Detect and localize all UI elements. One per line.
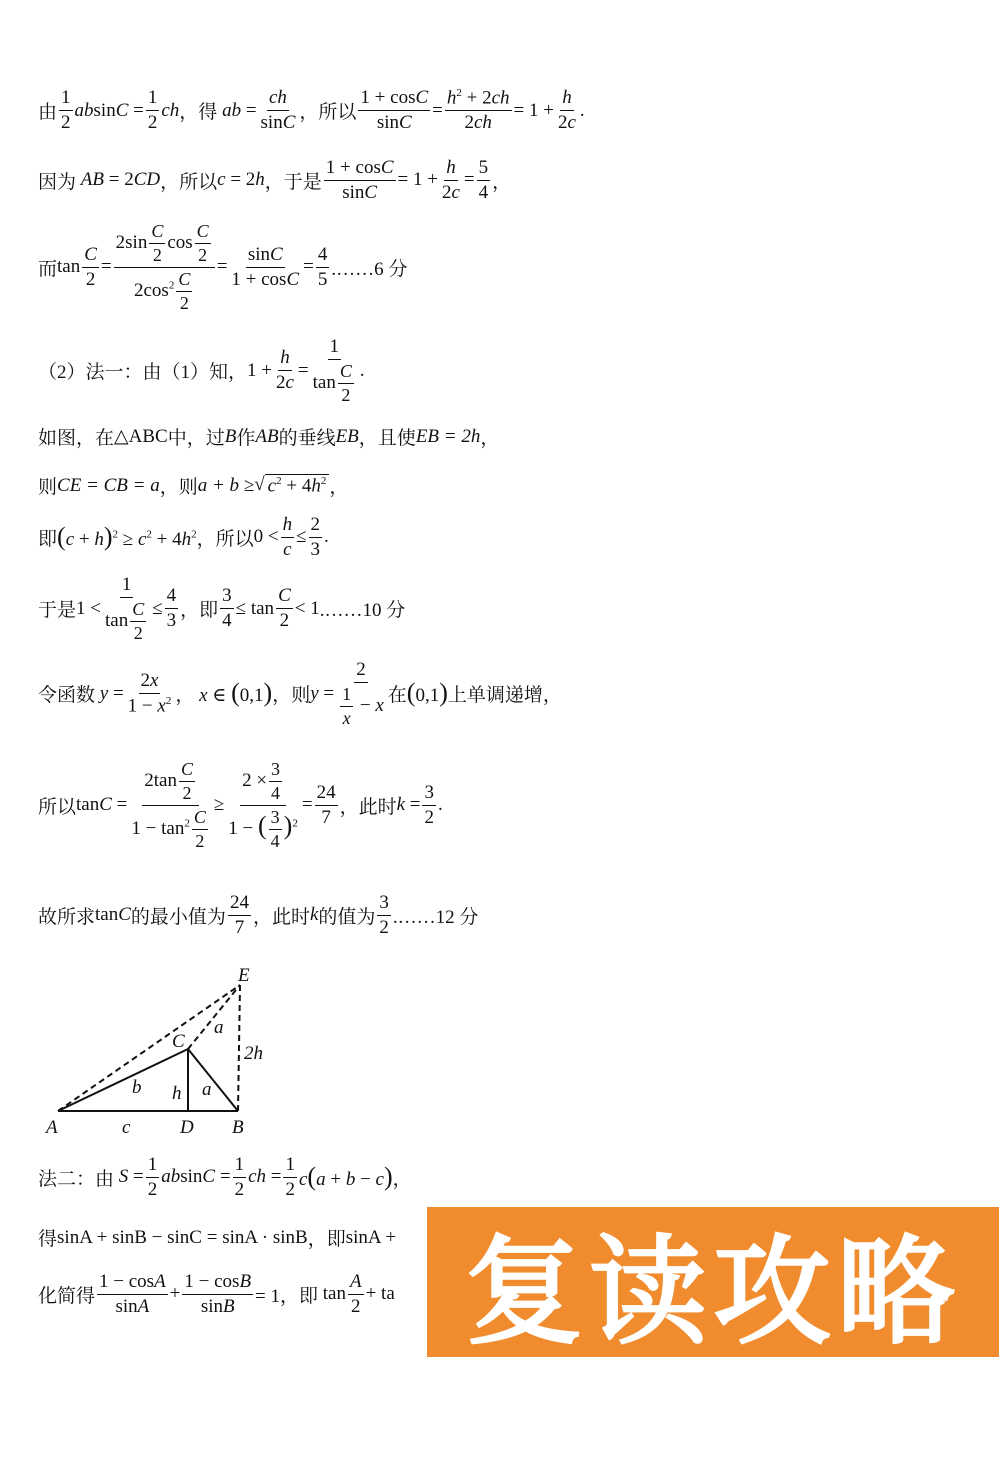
expr: B (224, 425, 237, 447)
text: ，即 (307, 1229, 346, 1250)
text: ，此时 (339, 796, 397, 818)
expr: ≤ (296, 526, 307, 548)
frac: 2 × $\frac{3}{4}$ 1 − ( $\frac{3}{4}$ )$^2$ (228, 759, 298, 851)
expr: c(a + b − c)， (298, 1161, 412, 1191)
frac: $\frac{C}{2}$ (278, 585, 291, 632)
score-text: .……10 分 (319, 600, 406, 622)
label-h: h (172, 1083, 182, 1104)
frac: $\frac{C}{2}$ (84, 243, 97, 290)
frac: $\frac{1 + \cos C}{\sin C}$ (325, 157, 394, 203)
watermark-banner (427, 1207, 999, 1361)
text: ，此时 (252, 906, 310, 928)
frac: $\frac{\sin C}{1 + \cos C}$ (231, 243, 300, 290)
text: ，所以 (299, 102, 357, 124)
text: 令函数 (38, 685, 96, 707)
eq-line-5 (38, 423, 499, 450)
text: 所以 (38, 796, 77, 818)
expr: EB = 2h (415, 425, 481, 447)
text: 化简得 (38, 1285, 96, 1307)
segment-eb-dashed (238, 985, 240, 1111)
frac: $\frac{h}{2c}$ (441, 157, 460, 203)
label-b-vertex: B (232, 1117, 244, 1138)
frac: $\frac{A}{2}$ (349, 1271, 362, 1317)
expr: ch = (248, 1166, 282, 1188)
eq-line-9 (38, 660, 562, 728)
expr: absinC = (161, 1166, 231, 1188)
eq-line-8 (38, 575, 405, 643)
frac: $\frac{1 - \cos B}{\sin B}$ (184, 1271, 252, 1317)
frac: 2sin $\frac{C}{2}$ cos $\frac{C}{2}$ $2\cos^2$ $\frac{C}{2}$ (114, 222, 215, 313)
expr: AB (255, 425, 279, 447)
frac: $\frac{h}{2c}$ (275, 347, 294, 394)
text: 于是 (38, 600, 77, 622)
segment-cb (188, 1049, 238, 1111)
expr: . (324, 526, 329, 548)
expr: ≤ tan (235, 597, 275, 619)
expr: k = (396, 794, 421, 816)
eq-line-12 (38, 1155, 412, 1200)
text: 的垂线 (278, 428, 336, 449)
text: 由 (38, 102, 58, 124)
expr: EB (335, 425, 359, 447)
frac: $\frac{2}{3}$ (310, 514, 321, 560)
text: 的最小值为 (130, 906, 226, 928)
expr: = (297, 359, 309, 381)
expr: + (169, 1283, 181, 1305)
segment-ae-dashed (58, 985, 240, 1111)
expr: c = 2h (217, 169, 265, 191)
text: ，于是 (264, 171, 322, 193)
text: ，且使 (358, 428, 416, 449)
frac: $\frac{24}{7}$ (316, 781, 336, 828)
frac: $\frac{1}{2}$ (234, 1154, 245, 1200)
text: 的值为 (318, 906, 376, 928)
frac: $\frac{2x}{1 - x^2}$ (127, 670, 172, 717)
text: ，即 (180, 600, 219, 622)
frac: $\frac{ch}{\sin C}$ (260, 87, 296, 134)
expr: $(c + h)^2 \ge c^2 + 4h^2$ (57, 521, 197, 551)
label-a: A (46, 1117, 58, 1138)
expr: = (463, 169, 475, 191)
text: 而 (38, 258, 58, 280)
text: ， (492, 171, 512, 193)
expr: ≥ (213, 794, 225, 816)
frac: $\frac{1}{2}$ (147, 1154, 158, 1200)
frac: $\frac{h}{2c}$ (557, 87, 576, 134)
expr: = (100, 256, 112, 278)
eq-line-13 (38, 1224, 396, 1251)
eq-line-10 (38, 760, 443, 851)
frac: 2tan $\frac{C}{2}$ $1 - \tan^2$ $\frac{C}{2}$ (131, 759, 206, 851)
eq-line-6 (38, 472, 348, 499)
frac: $\frac{24}{7}$ (229, 892, 249, 938)
frac: 1 tan $\frac{C}{2}$ (104, 574, 145, 643)
frac: $\frac{1}{2}$ (147, 87, 158, 134)
expr: = (303, 256, 314, 278)
text: 因为 (38, 171, 77, 193)
expr: △ABC (114, 426, 168, 447)
text: 故所求 (38, 906, 96, 928)
text: ， (329, 477, 349, 498)
text: = 1，即 (255, 1285, 319, 1307)
frac: 2 $\frac{1}{x}$ − x (342, 659, 384, 728)
text: 上单调递增， (447, 685, 562, 707)
score-text: .……6 分 (331, 258, 408, 280)
expr: y = (310, 682, 335, 704)
text: 作 (236, 428, 256, 449)
text: ，所以 (196, 528, 254, 550)
expr: (0,1) (406, 678, 448, 708)
label-2h: 2h (244, 1043, 263, 1064)
text: . (579, 99, 585, 121)
label-a-ce: a (214, 1017, 224, 1038)
expr: < 1 (294, 597, 320, 619)
expr: CE = CB = a (57, 474, 160, 496)
frac: $\frac{3}{2}$ (424, 781, 434, 828)
expr: = 1 + (397, 169, 438, 191)
eq-line-11 (38, 893, 478, 938)
label-c-side: c (122, 1117, 131, 1138)
expr: sinA + (345, 1226, 397, 1248)
score-text: .……12 分 (392, 906, 479, 928)
eq-line-1 (38, 88, 585, 133)
expr: a + b ≥ (197, 474, 255, 496)
eq-line-14 (38, 1272, 395, 1317)
text: ，则 (159, 477, 198, 498)
expr: ab = (222, 99, 257, 121)
label-c: C (172, 1031, 185, 1052)
expr: k (309, 904, 319, 926)
text: 即 (38, 528, 58, 550)
frac: 1 tan $\frac{C}{2}$ (312, 336, 352, 405)
text: ，得 (179, 102, 218, 124)
segment-ac (58, 1049, 188, 1111)
expr: . (437, 794, 443, 816)
text: ，所以 (160, 171, 218, 193)
expr: absinC = (74, 99, 144, 121)
expr: . (359, 359, 365, 381)
frac: $\frac{3}{4}$ (222, 585, 232, 632)
text: ， (175, 685, 195, 707)
triangle-figure (0, 955, 320, 1145)
frac: $\frac{1 - \cos A}{\sin A}$ (99, 1271, 166, 1317)
expr: tanC (95, 904, 131, 926)
expr: tanC = (76, 794, 128, 816)
label-a-cb: a (202, 1079, 212, 1100)
watermark-text: 复读攻略 (464, 1223, 961, 1361)
expr: tan (318, 1283, 346, 1305)
expr: y = (99, 682, 124, 704)
frac: $\frac{5}{4}$ (478, 157, 489, 203)
expr: AB = 2CD (80, 169, 161, 191)
text: ，则 (272, 685, 311, 707)
frac: $\frac{4}{3}$ (166, 585, 177, 632)
expr: ch (161, 99, 180, 121)
frac: $\frac{1 + \cos C}{\sin C}$ (360, 87, 429, 134)
text: 法二：由 (38, 1168, 115, 1190)
expr: tan (57, 256, 81, 278)
text: 如图，在 (38, 428, 115, 449)
text: 中，过 (167, 428, 225, 449)
frac: $\frac{4}{5}$ (317, 243, 328, 290)
expr: 1 < (76, 597, 101, 619)
frac: $\frac{h^2 + 2ch}{2ch}$ (446, 87, 510, 134)
frac: $\frac{1}{2}$ (61, 87, 71, 134)
label-b-side: b (132, 1077, 142, 1098)
frac: $\frac{3}{2}$ (379, 892, 389, 938)
label-e: E (238, 965, 250, 986)
text: 得 (38, 1229, 58, 1250)
label-d: D (180, 1117, 194, 1138)
expr: = (301, 794, 313, 816)
expr: x ∈ (0,1) (199, 678, 273, 708)
expr: + ta (365, 1283, 395, 1305)
eq-line-3 (38, 222, 407, 313)
text: ， (480, 428, 500, 449)
expr: 0 < (253, 526, 279, 548)
sqrt: √ $c^2 + 4h^2$ (254, 474, 329, 497)
expr: ≤ (152, 597, 163, 619)
eq-line-2 (38, 158, 511, 203)
text: （2）法一：由（1）知， (38, 362, 248, 384)
eq-line-4 (38, 337, 365, 405)
text: 则 (38, 477, 58, 498)
frac: $\frac{1}{2}$ (285, 1154, 295, 1200)
expr: = (432, 99, 443, 121)
text: 在 (387, 685, 407, 707)
frac: $\frac{h}{c}$ (282, 514, 293, 560)
expr: sinA + sinB − sinC = sinA · sinB (57, 1226, 308, 1248)
expr: = (216, 256, 228, 278)
expr: 1 + (247, 359, 272, 381)
expr: = 1 + (513, 99, 554, 121)
expr: S = (118, 1166, 144, 1188)
eq-line-7 (38, 515, 329, 560)
